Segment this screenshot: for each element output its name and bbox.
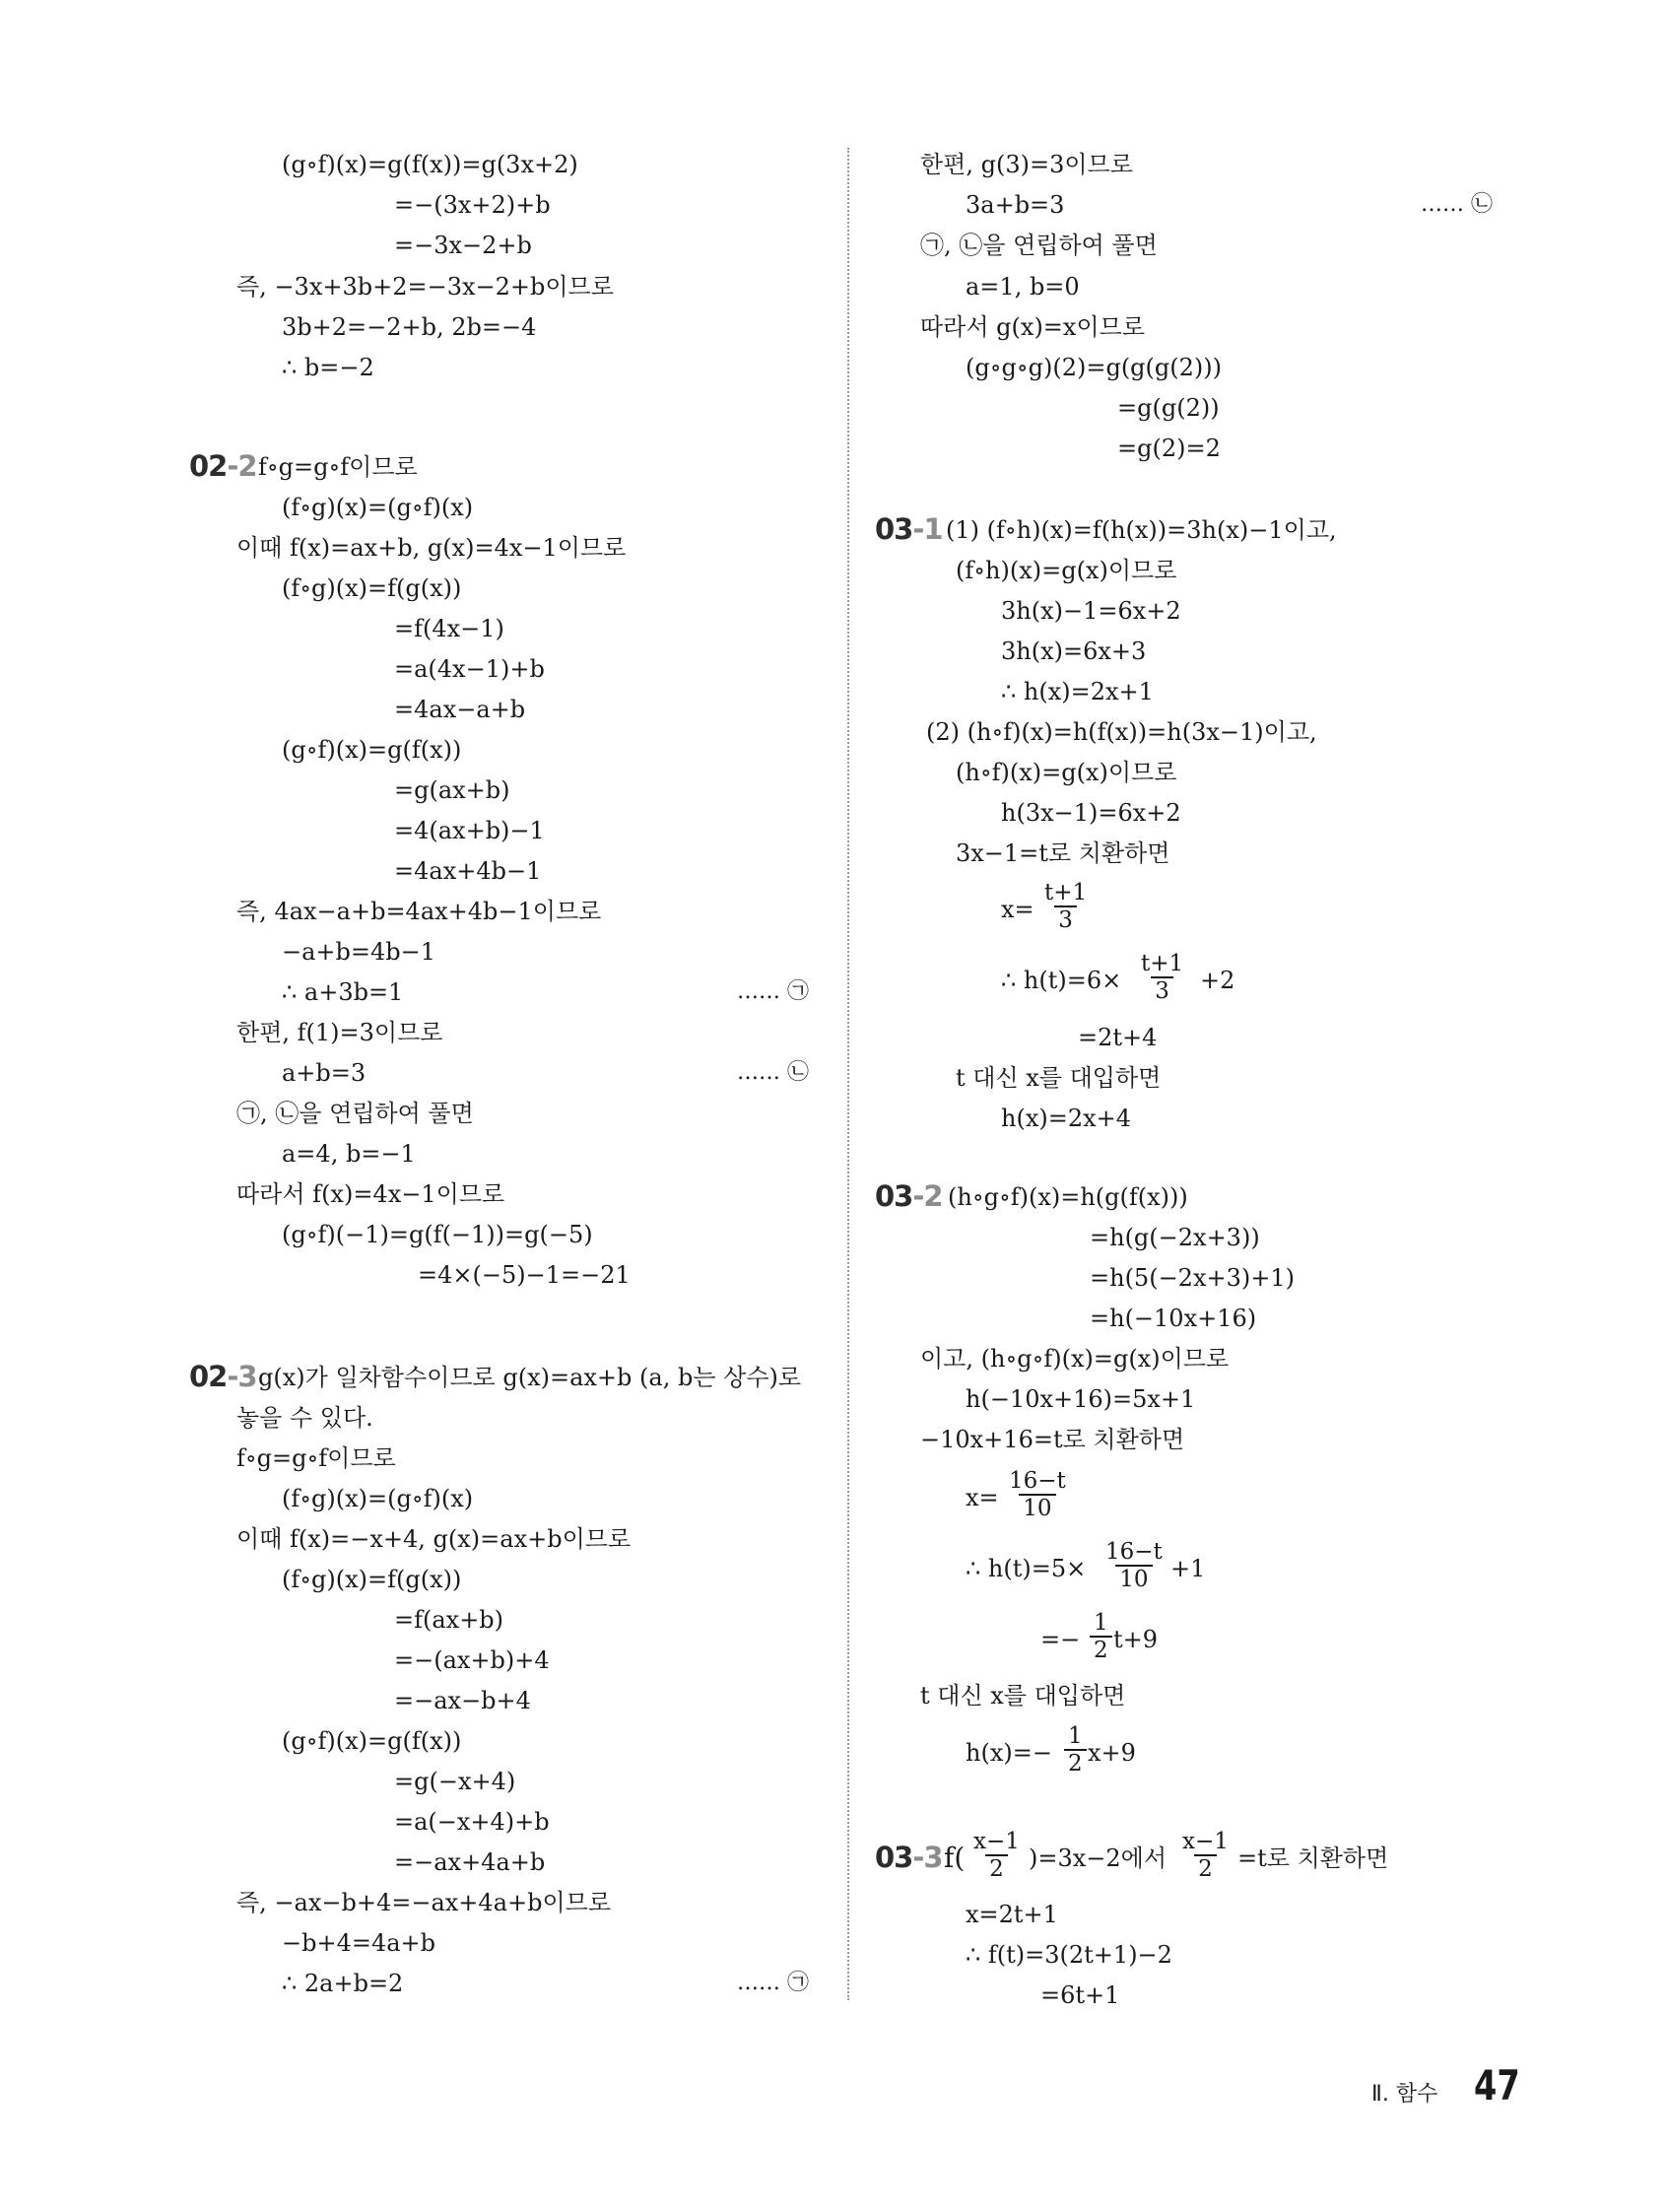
solution-line: a=4, b=−1	[282, 1140, 416, 1168]
fraction-denominator: 2	[1064, 1749, 1087, 1776]
solution-line: =h(−10x+16)	[1090, 1305, 1257, 1332]
chapter-footer: Ⅱ. 함수	[1371, 2082, 1438, 2107]
fraction-denominator: 2	[985, 1854, 1008, 1882]
problem-number: 03	[875, 1179, 913, 1213]
solution-line: ㉠, ㉡을 연립하여 풀면	[236, 1100, 474, 1127]
solution-line: (2) (h∘f)(x)=h(f(x))=h(3x−1)이고,	[926, 718, 1317, 746]
solution-line: h(3x−1)=6x+2	[1001, 799, 1181, 827]
solution-line: =g(2)=2	[1117, 435, 1221, 462]
solution-line: ∴ 2a+b=2	[282, 1970, 404, 1997]
solution-line: (1) (f∘h)(x)=f(h(x))=3h(x)−1이고,	[946, 516, 1337, 544]
solution-line: x=2t+1	[966, 1901, 1058, 1928]
solution-line: (f∘g)(x)=f(g(x))	[282, 1566, 462, 1593]
solution-line: f(	[944, 1842, 966, 1874]
solution-line: ∴ h(x)=2x+1	[1001, 678, 1154, 705]
fraction-numerator: 1	[1094, 1610, 1108, 1636]
solution-line: (g∘f)(x)=g(f(x))	[282, 736, 462, 764]
solution-line: 이때 f(x)=−x+4, g(x)=ax+b이므로	[236, 1525, 632, 1553]
fraction-numerator: x−1	[1182, 1829, 1229, 1854]
fraction-denominator: 10	[1019, 1494, 1055, 1521]
solution-line: 이고, (h∘g∘f)(x)=g(x)이므로	[920, 1345, 1230, 1373]
fraction-denominator: 10	[1115, 1565, 1152, 1592]
solution-line: (f∘h)(x)=g(x)이므로	[956, 557, 1177, 584]
solution-line: ∴ a+3b=1	[282, 978, 404, 1006]
fraction-numerator: 16−t	[1009, 1468, 1066, 1494]
solution-line: =−ax−b+4	[394, 1687, 531, 1714]
solution-line: +1	[1170, 1555, 1206, 1582]
solution-line: =h(5(−2x+3)+1)	[1090, 1264, 1295, 1292]
solution-line: =f(ax+b)	[394, 1606, 504, 1634]
solution-line: x=	[1001, 896, 1034, 923]
solution-line: =f(4x−1)	[394, 615, 504, 642]
problem-label	[875, 514, 943, 544]
problem-label	[875, 1843, 943, 1872]
problem-subnumber: -2	[227, 449, 257, 483]
problem-subnumber: -1	[912, 512, 943, 546]
fraction	[1137, 951, 1187, 1004]
solution-line: )=3x−2에서	[1029, 1844, 1168, 1872]
solution-line: =h(g(−2x+3))	[1090, 1224, 1260, 1251]
solution-line: 따라서 f(x)=4x−1이므로	[236, 1180, 505, 1208]
solution-line: 3h(x)=6x+3	[1001, 637, 1147, 665]
solution-line: =−3x−2+b	[394, 232, 532, 259]
solution-line: (f∘g)(x)=(g∘f)(x)	[282, 1485, 474, 1512]
solution-line: (h∘g∘f)(x)=h(g(f(x)))	[948, 1183, 1188, 1211]
solution-line: (f∘g)(x)=f(g(x))	[282, 574, 462, 602]
solution-line: g(x)가 일차함수이므로 g(x)=ax+b (a, b는 상수)로	[258, 1364, 802, 1391]
solution-line: =g(ax+b)	[394, 776, 510, 804]
solution-line: 한편, f(1)=3이므로	[236, 1019, 443, 1046]
fraction-numerator: t+1	[1141, 951, 1184, 976]
solution-line: (h∘f)(x)=g(x)이므로	[956, 759, 1177, 786]
equation-marker: …… ㉠	[737, 979, 809, 1004]
solution-line: (g∘f)(x)=g(f(x))=g(3x+2)	[282, 151, 578, 178]
solution-line: +2	[1200, 967, 1235, 994]
problem-number: 02	[189, 449, 228, 483]
problem-subnumber: -3	[227, 1360, 257, 1393]
fraction-denominator: 2	[1194, 1854, 1217, 1882]
fraction	[1064, 1723, 1087, 1776]
solution-line: =−(3x+2)+b	[394, 191, 551, 219]
problem-label	[189, 451, 257, 481]
solution-line: =−ax+4a+b	[394, 1848, 546, 1876]
solution-line: ㉠, ㉡을 연립하여 풀면	[920, 232, 1158, 259]
column-divider	[847, 148, 849, 2000]
solution-line: a+b=3	[282, 1059, 367, 1087]
solution-line: 3a+b=3	[966, 191, 1065, 219]
equation-marker: …… ㉠	[737, 1971, 809, 1995]
solution-line: =4ax−a+b	[394, 696, 526, 723]
solution-line: 이때 f(x)=ax+b, g(x)=4x−1이므로	[236, 534, 627, 562]
fraction-numerator: x−1	[973, 1829, 1020, 1854]
solution-line: x=	[966, 1484, 999, 1511]
problem-number: 03	[875, 1841, 913, 1874]
solution-line: =−(ax+b)+4	[394, 1646, 550, 1674]
solution-line: a=1, b=0	[966, 273, 1080, 301]
equation-marker: …… ㉡	[737, 1060, 809, 1085]
solution-line: =t로 치환하면	[1237, 1844, 1389, 1872]
solution-line: ∴ f(t)=3(2t+1)−2	[966, 1941, 1172, 1969]
fraction-numerator: 1	[1068, 1723, 1083, 1749]
solution-line: 즉, −3x+3b+2=−3x−2+b이므로	[236, 273, 614, 301]
solution-line: =4×(−5)−1=−21	[418, 1261, 631, 1289]
solution-line: f∘g=g∘f이므로	[236, 1444, 396, 1472]
fraction-denominator: 2	[1090, 1636, 1112, 1663]
fraction	[969, 1829, 1024, 1882]
page-number: 47	[1474, 2061, 1520, 2110]
solution-line: (g∘f)(x)=g(f(x))	[282, 1727, 462, 1755]
solution-line: =−	[1040, 1626, 1081, 1653]
problem-label	[875, 1181, 943, 1211]
solution-line: h(−10x+16)=5x+1	[966, 1385, 1196, 1413]
solution-line: 한편, g(3)=3이므로	[920, 151, 1133, 178]
solution-line: −10x+16=t로 치환하면	[920, 1426, 1185, 1453]
solution-line: x+9	[1088, 1739, 1136, 1767]
solution-line: =4ax+4b−1	[394, 857, 542, 885]
fraction	[1040, 880, 1091, 933]
equation-marker: …… ㉡	[1421, 192, 1493, 217]
solution-line: (f∘g)(x)=(g∘f)(x)	[282, 494, 474, 521]
solution-line: ∴ h(t)=5×	[966, 1555, 1087, 1582]
solution-line: ∴ h(t)=6×	[1001, 967, 1122, 994]
fraction-numerator: t+1	[1044, 880, 1088, 905]
solution-line: =4(ax+b)−1	[394, 817, 545, 844]
solution-line: (g∘f)(−1)=g(f(−1))=g(−5)	[282, 1221, 593, 1248]
solution-line: =g(−x+4)	[394, 1768, 516, 1795]
solution-line: ∴ b=−2	[282, 354, 374, 381]
solution-line: −b+4=4a+b	[282, 1929, 436, 1957]
solution-line: 3b+2=−2+b, 2b=−4	[282, 313, 537, 341]
solution-line: =6t+1	[1040, 1981, 1120, 2009]
solution-line: =a(4x−1)+b	[394, 655, 545, 683]
problem-label	[189, 1362, 257, 1391]
solution-line: −a+b=4b−1	[282, 938, 436, 966]
fraction-numerator: 16−t	[1105, 1539, 1163, 1565]
problem-number: 03	[875, 512, 913, 546]
solution-line: 놓을 수 있다.	[236, 1404, 373, 1432]
solution-line: t 대신 x를 대입하면	[920, 1682, 1126, 1709]
solution-line: 3h(x)−1=6x+2	[1001, 597, 1181, 625]
fraction	[1005, 1468, 1070, 1521]
solution-line: 즉, −ax−b+4=−ax+4a+b이므로	[236, 1889, 612, 1916]
solution-line: 따라서 g(x)=x이므로	[920, 313, 1146, 341]
problem-number: 02	[189, 1360, 228, 1393]
solution-line: 즉, 4ax−a+b=4ax+4b−1이므로	[236, 898, 602, 925]
problem-subnumber: -2	[912, 1179, 943, 1213]
problem-subnumber: -3	[912, 1841, 943, 1874]
fraction	[1101, 1539, 1167, 1592]
solution-line: (g∘g∘g)(2)=g(g(g(2)))	[966, 354, 1222, 381]
solution-line: =a(−x+4)+b	[394, 1808, 550, 1836]
solution-line: h(x)=2x+4	[1001, 1105, 1132, 1132]
solution-line: =g(g(2))	[1117, 394, 1220, 422]
solution-line: t 대신 x를 대입하면	[956, 1064, 1162, 1092]
fraction	[1090, 1610, 1112, 1663]
fraction-denominator: 3	[1054, 905, 1077, 933]
fraction-denominator: 3	[1151, 976, 1173, 1004]
solution-line: f∘g=g∘f이므로	[258, 453, 418, 481]
solution-line: h(x)=−	[966, 1739, 1052, 1767]
solution-line: t+9	[1113, 1626, 1159, 1653]
fraction	[1178, 1829, 1233, 1882]
solution-line: =2t+4	[1078, 1024, 1158, 1051]
solution-line: 3x−1=t로 치환하면	[956, 839, 1170, 867]
